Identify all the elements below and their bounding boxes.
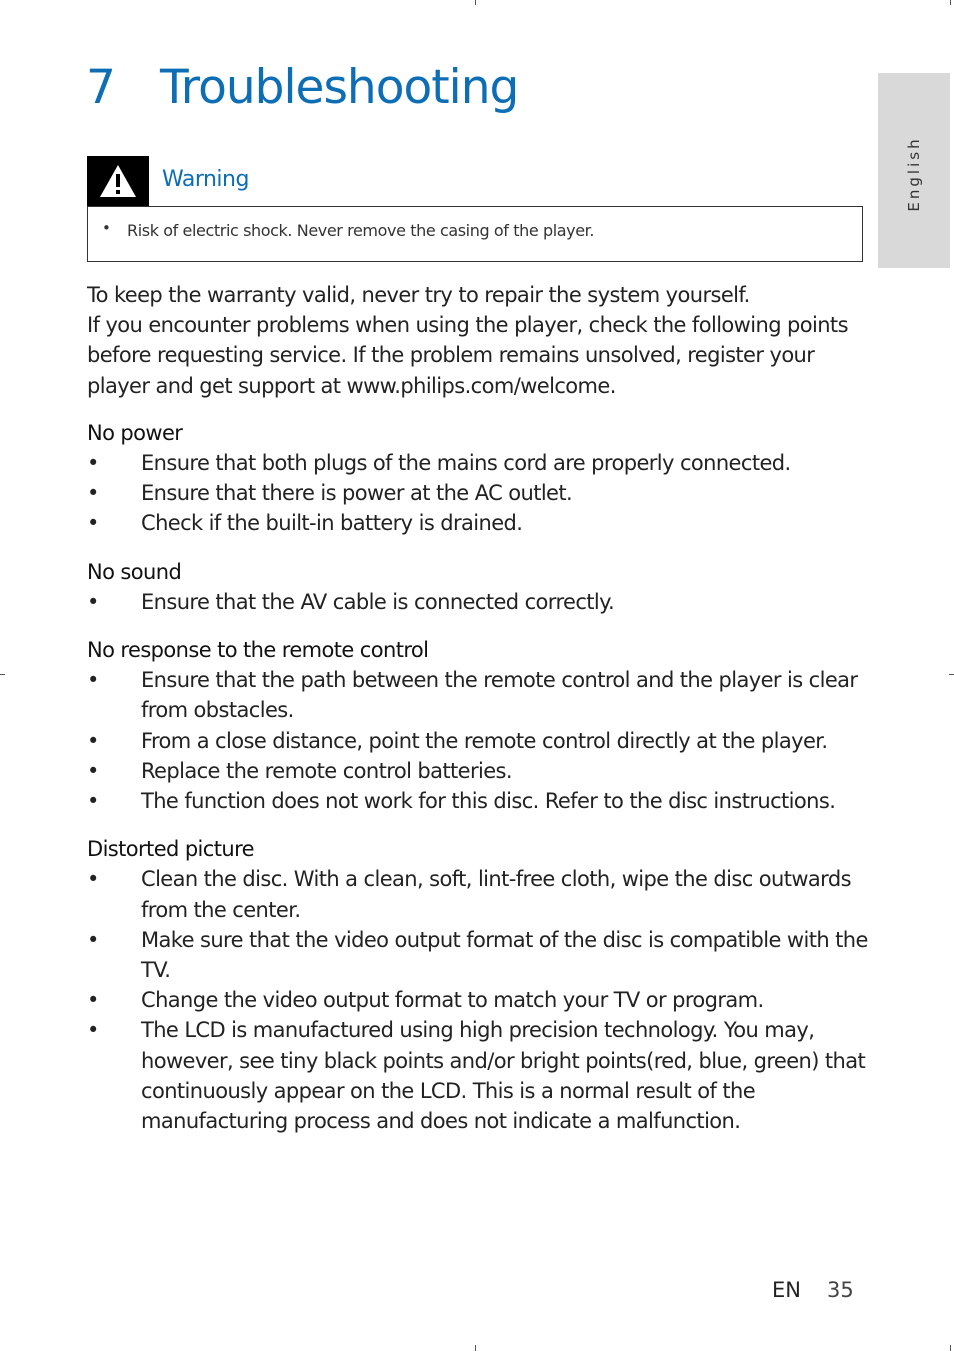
warning-text: Risk of electric shock. Never remove the casing of the player. (127, 221, 595, 240)
list-item: • Ensure that the path between the remote control and the player is clear from obstacles. (87, 665, 877, 725)
list-item: • Ensure that the AV cable is connected correctly. (87, 587, 877, 617)
list-item: • Make sure that the video output format of the disc is compatible with the TV. (87, 925, 877, 985)
page-footer (772, 1278, 854, 1302)
bullet-icon: • (87, 988, 99, 1013)
bullet-icon: • (87, 758, 99, 783)
chapter-number: 7 (86, 60, 115, 115)
language-side-tab (878, 73, 950, 268)
bullet-icon: • (87, 668, 99, 693)
bullet-icon: • (87, 589, 99, 614)
list-item: • Check if the built-in battery is drained. (87, 508, 877, 538)
warning-header (87, 156, 387, 206)
intro-line-2: If you encounter problems when using the player, check the following points before requesting service. If the problem remains unsolved, register your player and get support at www.philips.com/welcome. (87, 313, 848, 398)
crop-mark-corner-br (950, 1345, 951, 1351)
section-heading-no-response: No response to the remote control (87, 638, 429, 663)
main-content (87, 280, 877, 1154)
list-item: • Change the video output format to match your TV or program. (87, 985, 877, 1015)
bullet-icon: • (87, 789, 99, 814)
language-side-tab-label: English (905, 136, 923, 212)
list-item: • The LCD is manufactured using high precision technology. You may, however, see tiny black points and/or bright points(red, blue, green) that continuously appear on the LCD. This is a normal result of the manufacturing process and does not indicate a malfunction. (87, 1015, 877, 1136)
bullet-icon: • (87, 1018, 99, 1043)
section-list-no-sound (87, 587, 877, 617)
section-list-distorted-picture (87, 864, 877, 1136)
section-heading-no-power: No power (87, 420, 183, 445)
page-title (86, 60, 518, 116)
crop-mark-top (475, 0, 476, 5)
crop-mark-bottom (475, 1345, 476, 1351)
bullet-icon: • (87, 728, 99, 753)
intro-block (87, 280, 877, 401)
warning-label: Warning (162, 167, 249, 192)
warning-triangle-icon (99, 164, 137, 198)
bullet-icon: • (87, 867, 99, 892)
warning-box (87, 206, 863, 262)
list-item: • The function does not work for this disc. Refer to the disc instructions. (87, 786, 877, 816)
list-item: • Ensure that both plugs of the mains cord are properly connected. (87, 448, 877, 478)
list-item: • Clean the disc. With a clean, soft, lint-free cloth, wipe the disc outwards from the center. (87, 864, 877, 924)
bullet-icon: • (87, 511, 99, 536)
bullet-icon: • (87, 451, 99, 476)
list-item: • From a close distance, point the remote control directly at the player. (87, 726, 877, 756)
list-item: • Replace the remote control batteries. (87, 756, 877, 786)
page-number: 35 (826, 1278, 854, 1302)
intro-line-1: To keep the warranty valid, never try to repair the system yourself. (87, 283, 750, 307)
warning-icon-box (87, 156, 149, 206)
crop-mark-right (949, 674, 954, 675)
section-heading-distorted-picture: Distorted picture (87, 837, 254, 862)
section-list-no-power (87, 448, 877, 539)
section-heading-no-sound: No sound (87, 559, 182, 584)
bullet-icon: • (87, 481, 99, 506)
bullet-icon: • (87, 927, 99, 952)
bullet-icon: • (102, 219, 111, 237)
footer-language-code: EN (772, 1278, 801, 1302)
crop-mark-left (0, 674, 5, 675)
list-item: • Ensure that there is power at the AC outlet. (87, 478, 877, 508)
crop-mark-corner-tr (950, 0, 951, 5)
chapter-title: Troubleshooting (160, 60, 519, 115)
section-list-no-response (87, 665, 877, 816)
